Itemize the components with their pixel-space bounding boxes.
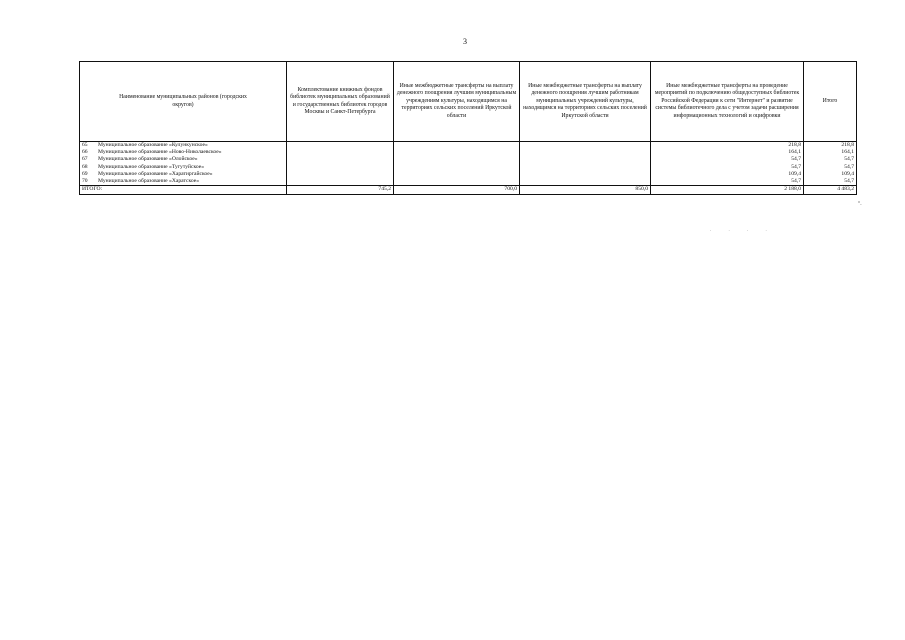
header-total: Итого [804, 62, 857, 142]
table-row [80, 142, 857, 150]
page-number: 3 [463, 37, 467, 46]
table-row [80, 171, 857, 178]
row-number: 67 [82, 156, 88, 163]
row-number: 68 [82, 163, 88, 170]
total-col4: 2 188,0 [651, 186, 804, 195]
table-row [80, 156, 857, 163]
row-name: Муниципальное образование «Харатиргайское» [98, 170, 213, 177]
row-total: 54,7 [804, 178, 857, 186]
row-total: 54,7 [804, 164, 857, 171]
row-number: 66 [82, 149, 88, 156]
row-name: Муниципальное образование «Олойское» [98, 156, 198, 163]
total-col3: 850,0 [520, 186, 651, 195]
header-col2: Иные межбюджетные трансферты на выплату денежного поощрения лучшим муниципальным учреждениям культуры, находящимся на территориях сельских поселений Иркутской области [394, 62, 520, 142]
table-row [80, 164, 857, 171]
row-name-cell [80, 164, 287, 171]
row-col1 [287, 178, 394, 186]
header-col3: Иные межбюджетные трансферты на выплату денежного поощрения лучшим работникам муниципальных учреждений культуры, находящимся на территориях сельских поселений Иркутской области [520, 62, 651, 142]
row-col3 [520, 156, 651, 163]
row-name: Муниципальное образование «Ново-Николаевское» [98, 149, 222, 156]
total-label: ИТОГО: [80, 186, 287, 195]
table-row [80, 178, 857, 186]
total-sum: 4 483,2 [804, 186, 857, 195]
closing-quote: ". [858, 201, 862, 207]
row-name-cell [80, 149, 287, 156]
row-total: 218,8 [804, 142, 857, 150]
row-name: Муниципальное образование «Кулункунское» [98, 142, 208, 148]
row-col4: 54,7 [651, 178, 804, 186]
row-name: Муниципальное образование «Тугутуйское» [98, 163, 205, 170]
row-number: 69 [82, 170, 88, 177]
row-col3 [520, 149, 651, 156]
row-name-cell [80, 156, 287, 163]
row-name-cell [80, 142, 287, 150]
row-name: Муниципальное образование «Харатское» [98, 178, 200, 185]
row-col2 [394, 149, 520, 156]
row-total: 54,7 [804, 156, 857, 163]
row-col2 [394, 171, 520, 178]
transfers-table [79, 61, 857, 195]
row-number: 70 [82, 178, 88, 185]
scan-specks: . . . . [710, 228, 775, 233]
total-col1: 745,2 [287, 186, 394, 195]
row-col3 [520, 164, 651, 171]
row-number: 65 [82, 142, 88, 148]
row-col2 [394, 178, 520, 186]
header-col1: Комплектование книжных фондов библиотек муниципальных образований и государственных библиотек городов Москвы и Санкт-Петербурга [287, 62, 394, 142]
row-col3 [520, 178, 651, 186]
total-row [80, 186, 857, 195]
row-col4: 54,7 [651, 156, 804, 163]
row-col1 [287, 171, 394, 178]
row-col4: 218,8 [651, 142, 804, 150]
table-row [80, 149, 857, 156]
row-col4: 54,7 [651, 164, 804, 171]
row-col4: 109,4 [651, 171, 804, 178]
row-col2 [394, 156, 520, 163]
row-col3 [520, 142, 651, 150]
row-col1 [287, 164, 394, 171]
row-name-cell [80, 178, 287, 186]
header-name: Наименование муниципальных районов (городских округов) [80, 62, 287, 142]
row-col1 [287, 142, 394, 150]
row-name-cell [80, 171, 287, 178]
header-col4: Иные межбюджетные трансферты на проведение мероприятий по подключению общедоступных библиотек Российской Федерации к сети "Интернет" и развитие системы библиотечного дела с учетом задачи расширения информационных технологий и оцифровки [651, 62, 804, 142]
total-col2: 700,0 [394, 186, 520, 195]
row-total: 164,1 [804, 149, 857, 156]
row-col4: 164,1 [651, 149, 804, 156]
row-total: 109,4 [804, 171, 857, 178]
row-col2 [394, 164, 520, 171]
row-col1 [287, 149, 394, 156]
table-header-row [80, 62, 857, 142]
row-col1 [287, 156, 394, 163]
row-col3 [520, 171, 651, 178]
row-col2 [394, 142, 520, 150]
